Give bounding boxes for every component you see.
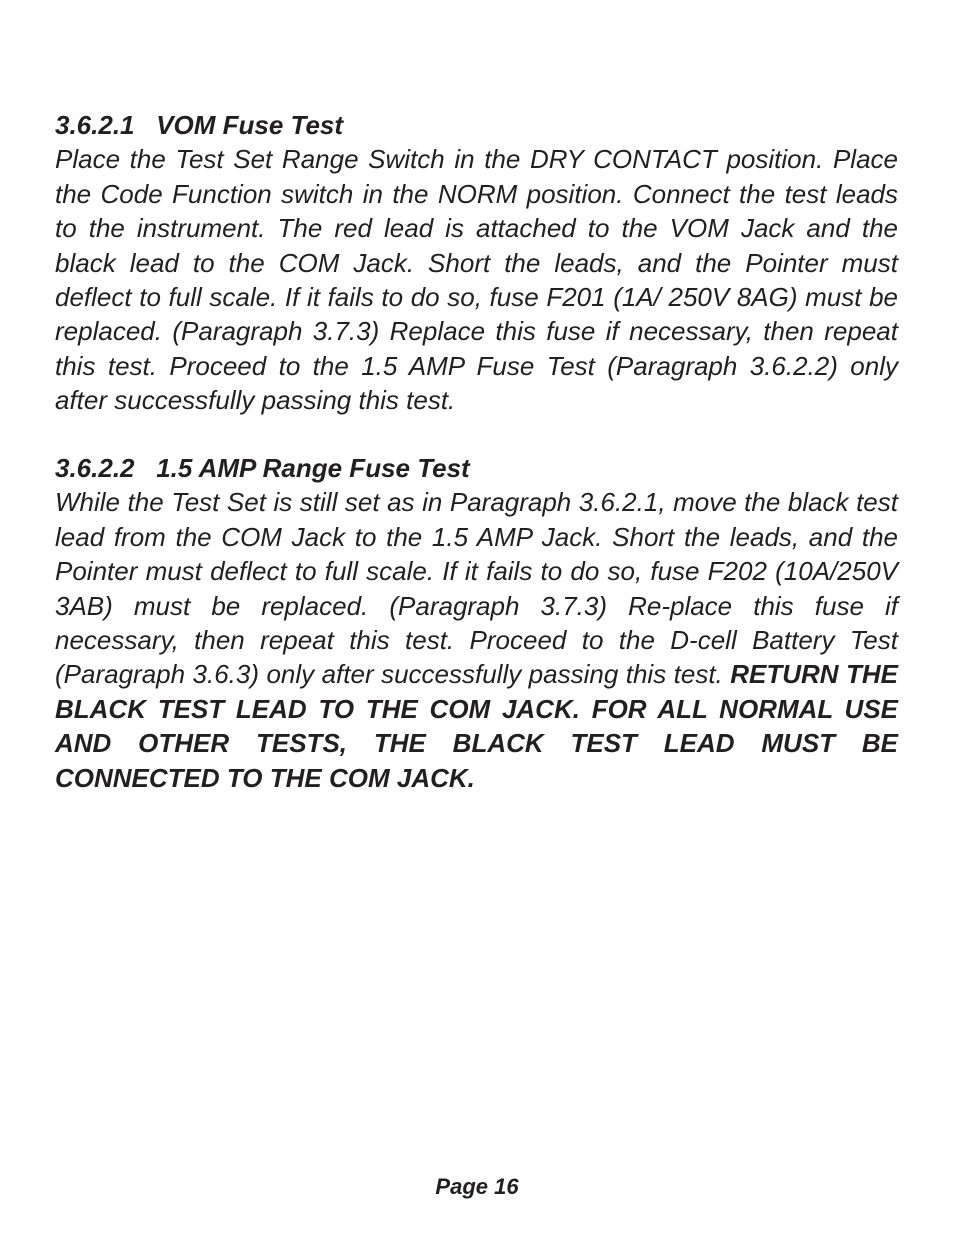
page-number: Page 16 — [435, 1174, 519, 1199]
section-number: 3.6.2.1 — [55, 110, 135, 140]
section-heading — [55, 451, 898, 485]
section-title: 1.5 AMP Range Fuse Test — [156, 453, 470, 483]
section-body-text: While the Test Set is still set as in Paragraph 3.6.2.1, move the black test lead from the COM Jack to the 1.5 AMP Jack. Short the leads, and the Pointer must deflect to full scale. If it fails to do so, fuse F202 (10A/250V 3AB) must be replaced. (Paragraph 3.7.3) Re-place this fuse if necessary, then repeat this test. Proceed to the D-cell Battery Test (Paragraph 3.6.3) only after successfully passing this test. — [55, 487, 898, 690]
section-body — [55, 485, 898, 795]
section-amp-range-fuse-test — [55, 451, 898, 795]
section-heading — [55, 108, 898, 142]
section-number: 3.6.2.2 — [55, 453, 135, 483]
section-title: VOM Fuse Test — [156, 110, 344, 140]
section-vom-fuse-test — [55, 108, 898, 418]
section-body: Place the Test Set Range Switch in the DRY CONTACT position. Place the Code Function switch in the NORM position. Connect the test leads to the instrument. The red lead is attached to the VOM Jack and the black lead to the COM Jack. Short the leads, and the Pointer must deflect to full scale. If it fails to do so, fuse F201 (1A/ 250V 8AG) must be replaced. (Paragraph 3.7.3) Replace this fuse if necessary, then repeat this test. Proceed to the 1.5 AMP Fuse Test (Paragraph 3.6.2.2) only after successfully passing this test. — [55, 144, 898, 416]
warning-text: RETURN THE BLACK TEST LEAD TO THE COM JACK. FOR ALL NORMAL USE AND OTHER TESTS, THE BLACK TEST LEAD MUST BE CONNECTED TO THE COM JACK. — [55, 659, 898, 793]
